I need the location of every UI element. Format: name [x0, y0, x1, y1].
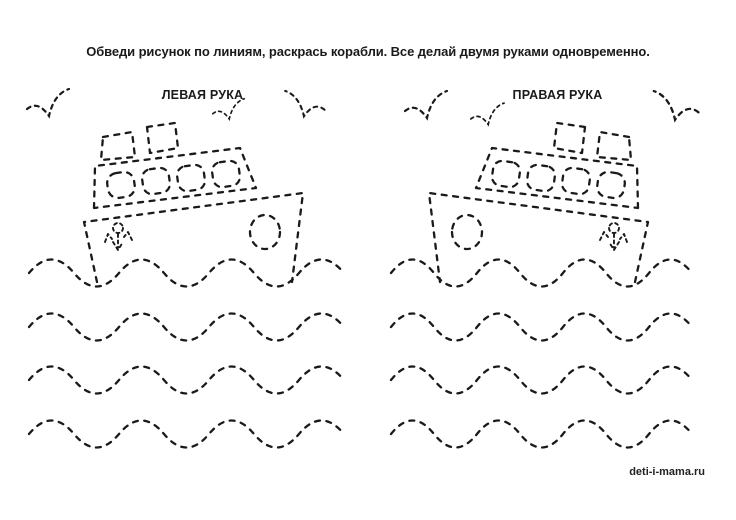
left-hand-label: ЛЕВАЯ РУКА — [161, 88, 244, 102]
wave-line — [390, 419, 694, 449]
smokestack-icon — [101, 123, 178, 160]
wave-line — [28, 258, 346, 288]
anchor-icon — [105, 223, 132, 250]
porthole-icon — [452, 215, 482, 249]
instruction-text: Обведи рисунок по линиям, раскрась корабли. Все делай двумя руками одновременно. — [86, 44, 650, 59]
wave-line — [28, 419, 346, 449]
porthole-icon — [250, 215, 280, 249]
seagull-icon — [648, 90, 700, 124]
seagull-icon — [26, 88, 74, 120]
anchor-icon — [600, 223, 627, 250]
watermark-text: deti-i-mama.ru — [629, 466, 705, 478]
wave-line — [28, 365, 346, 395]
right-hand-label: ПРАВАЯ РУКА — [512, 88, 603, 102]
wave-line — [390, 258, 694, 288]
smokestack-icon — [554, 123, 631, 160]
wave-line — [28, 312, 346, 342]
wave-line — [390, 312, 694, 342]
wave-line — [390, 365, 694, 395]
